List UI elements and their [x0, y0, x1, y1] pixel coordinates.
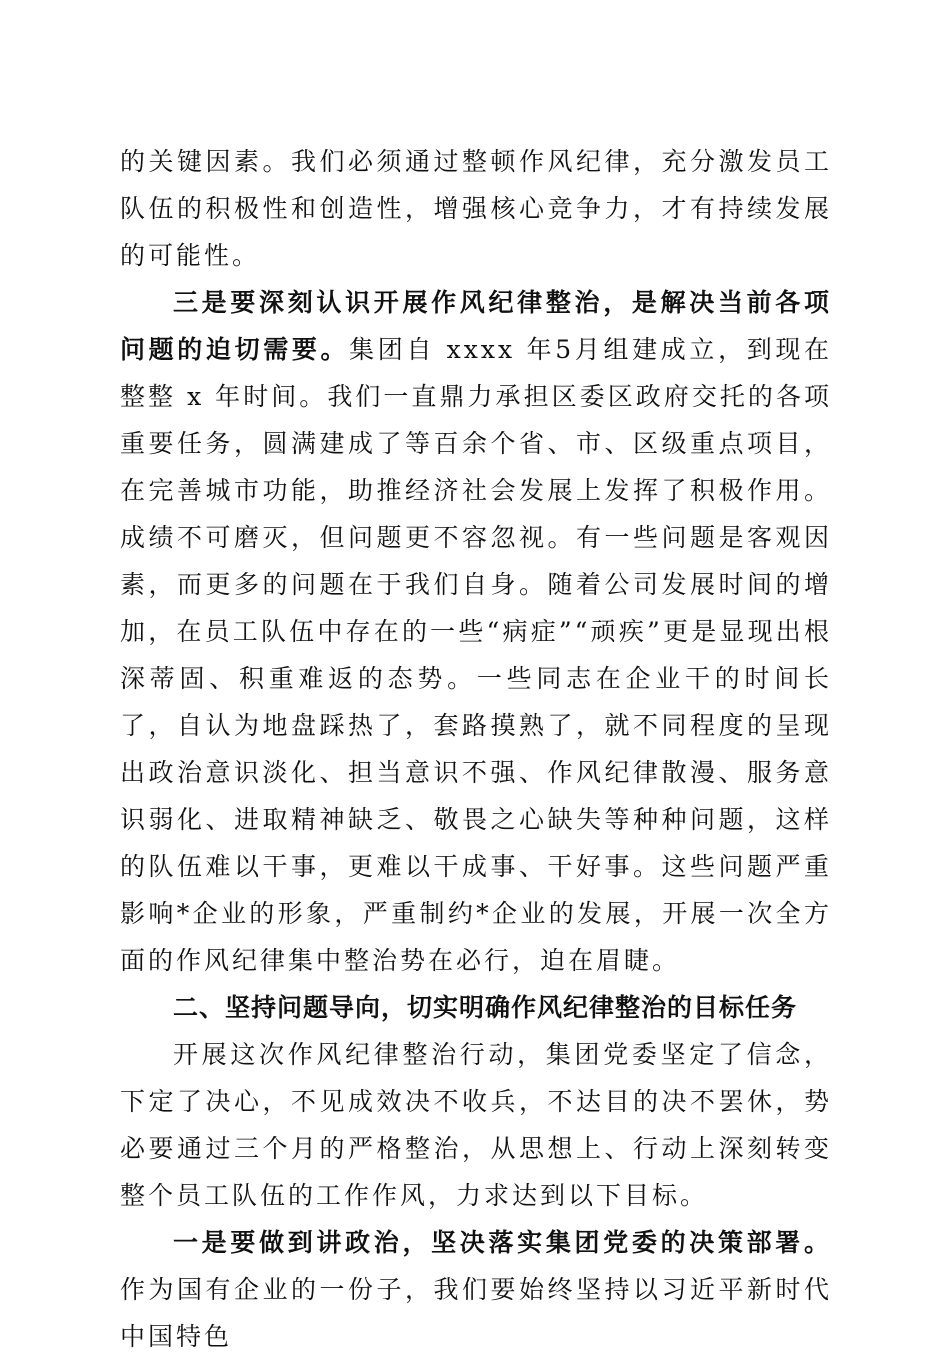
paragraph-text: 作为国有企业的一份子，我们要始终坚持以习近平新时代中国特色: [120, 1275, 832, 1351]
document-page: [120, 138, 832, 1360]
paragraph-lead-sentence: 一是要做到讲政治，坚决落实集团党委的决策部署。: [173, 1228, 832, 1257]
section-heading: 二、坚持问题导向，切实明确作风纪律整治的目标任务: [173, 993, 798, 1022]
paragraph-text: 开展这次作风纪律整治行动，集团党委坚定了信念，下定了决心，不见成效决不收兵，不达目的决不罢休，势必要通过三个月的严格整治，从思想上、行动上深刻转变整个员工队伍的工作作风，力求达到以下目标。: [120, 1040, 832, 1210]
paragraph-text: 集团自 xxxx 年5月组建成立，到现在整整 x 年时间。我们一直鼎力承担区委区政府交托的各项重要任务，圆满建成了等百余个省、市、区级重点项目，在完善城市功能，助推经济社会发展上发挥了积极作用。成绩不可磨灭，但问题更不容忽视。有一些问题是客观因素，而更多的问题在于我们自身。随着公司发展时间的增加，在员工队伍中存在的一些“病症”“顽疾”更是显现出根深蒂固、积重难返的态势。一些同志在企业干的时间长了，自认为地盘踩热了，套路摸熟了，就不同程度的呈现出政治意识淡化、担当意识不强、作风纪律散漫、服务意识弱化、进取精神缺乏、敬畏之心缺失等种种问题，这样的队伍难以干事，更难以干成事、干好事。这些问题严重影响*企业的形象，严重制约*企业的发展，开展一次全方面的作风纪律集中整治势在必行，迫在眉睫。: [120, 335, 832, 975]
paragraph-text: 的关键因素。我们必须通过整顿作风纪律，充分激发员工队伍的积极性和创造性，增强核心竞争力，才有持续发展的可能性。: [120, 147, 832, 270]
paragraph-lead-sentence: 三是要深刻认识开展作风纪律整治，是解决当前各项问题的迫切需要。: [120, 288, 832, 364]
paragraph-continuation: [120, 138, 832, 279]
paragraph-third-point: [120, 279, 832, 984]
paragraph-first-goal: [120, 1219, 832, 1360]
paragraph-goals-intro: [120, 1031, 832, 1219]
